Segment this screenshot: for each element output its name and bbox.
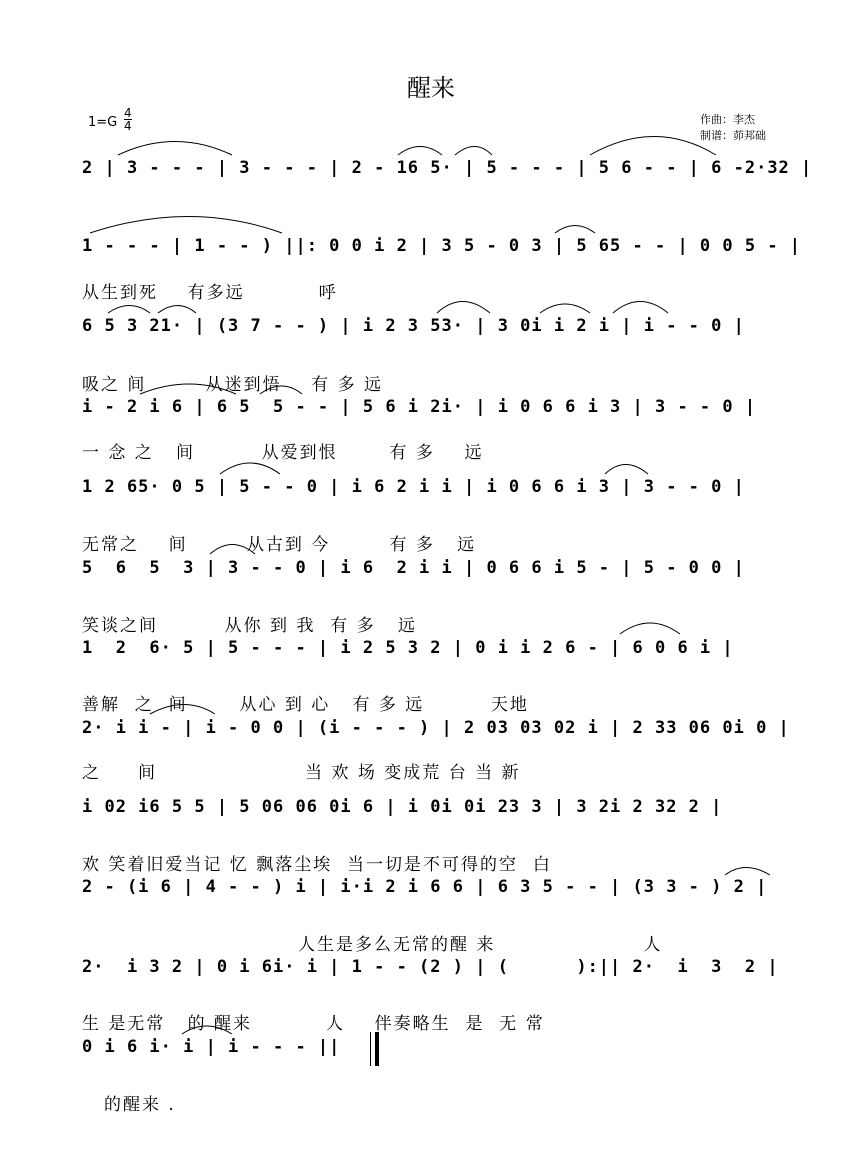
notation-line-7 (82, 638, 802, 668)
lyric-line-6: 笑谈之间 从你 到 我 有 多 远 (82, 616, 417, 636)
notes: 6 5 3 21· | (3 7 - - ) | i 2 3 53· | 3 0i i 2 i | i - - 0 | (82, 316, 745, 336)
notes: i - 2 i 6 | 6 5 5 - - | 5 6 i 2i· | i 0 6 6 i 3 | 3 - - 0 | (82, 397, 757, 417)
notes: i 02 i6 5 5 | 5 06 06 0i 6 | i 0i 0i 23 3 | 3 2i 2 32 2 | (82, 797, 723, 817)
notes: 0 i 6 i· i | i - - - || (82, 1037, 341, 1057)
notes: 2· i i - | i - 0 0 | (i - - - ) | 2 03 03 02 i | 2 33 06 0i 0 | (82, 718, 790, 738)
notes: 1 - - - | 1 - - ) ||: 0 0 i 2 | 3 5 - 0 3 | 5 65 - - | 0 0 5 - | (82, 236, 802, 256)
credits (700, 112, 766, 144)
notation-line-8 (82, 718, 802, 748)
lyric-line-3: 吸之 间 从迷到悟 有 多 远 (82, 375, 384, 395)
notes: 2 - (i 6 | 4 - - ) i | i·i 2 i 6 6 | 6 3 5 - - | (3 3 - ) 2 | (82, 877, 768, 897)
time-sig-top: 4 (124, 106, 132, 120)
notes: 1 2 65· 0 5 | 5 - - 0 | i 6 2 i i | i 0 6 6 i 3 | 3 - - 0 | (82, 477, 745, 497)
notes: 2 | 3 - - - | 3 - - - | 2 - 16 5· | 5 - - - | 5 6 - - | 6 -2·32 | (82, 158, 813, 178)
notes: 1 2 6· 5 | 5 - - - | i 2 5 3 2 | 0 i i 2 6 - | 6 0 6 i | (82, 638, 734, 658)
lyric-line-5: 无常之 间 从古到 今 有 多 远 (82, 535, 477, 555)
notation-line-11 (82, 957, 802, 987)
lyric-line-10: 人生是多么无常的醒 来 人 (298, 935, 663, 955)
notation-line-12 (82, 1037, 802, 1067)
notation-line-3 (82, 316, 802, 346)
lyric-line-4: 一 念 之 间 从爱到恨 有 多 远 (82, 443, 484, 463)
notation-line-5 (82, 477, 802, 507)
notes: 2· i 3 2 | 0 i 6i· i | 1 - - (2 ) | ( ):|| 2· i 3 2 | (82, 957, 779, 977)
time-signature (124, 107, 132, 132)
key-signature: 1=G (88, 115, 118, 130)
final-barline (370, 1032, 379, 1066)
time-sig-bottom: 4 (124, 119, 132, 133)
lyric-line-12: 的醒来 . (104, 1095, 176, 1115)
lyric-line-8: 之 间 当 欢 场 变成荒 台 当 新 (82, 763, 521, 783)
notation-line-4 (82, 397, 802, 427)
composer-credit: 作曲：李杰 (700, 113, 755, 126)
notation-line-6 (82, 558, 802, 588)
notation-line-2 (82, 236, 802, 266)
lyric-line-2: 从生到死 有多远 呼 (82, 283, 338, 303)
notation-line-10 (82, 877, 802, 907)
page-title: 醒来 (407, 74, 455, 102)
lyric-line-11: 生 是无常 的 醒来 人 伴奏略生 是 无 常 (82, 1014, 545, 1034)
notation-credit: 制谱：茆邦础 (700, 129, 766, 142)
notation-line-1 (82, 158, 813, 188)
lyric-line-7: 善解 之 间 从心 到 心 有 多 远 天地 (82, 695, 529, 715)
notes: 5 6 5 3 | 3 - - 0 | i 6 2 i i | 0 6 6 i 5 - | 5 - 0 0 | (82, 558, 745, 578)
lyric-line-9: 欢 笑着旧爱当记 忆 飘落尘埃 当一切是不可得的空 白 (82, 855, 552, 875)
notation-line-9 (82, 797, 802, 827)
